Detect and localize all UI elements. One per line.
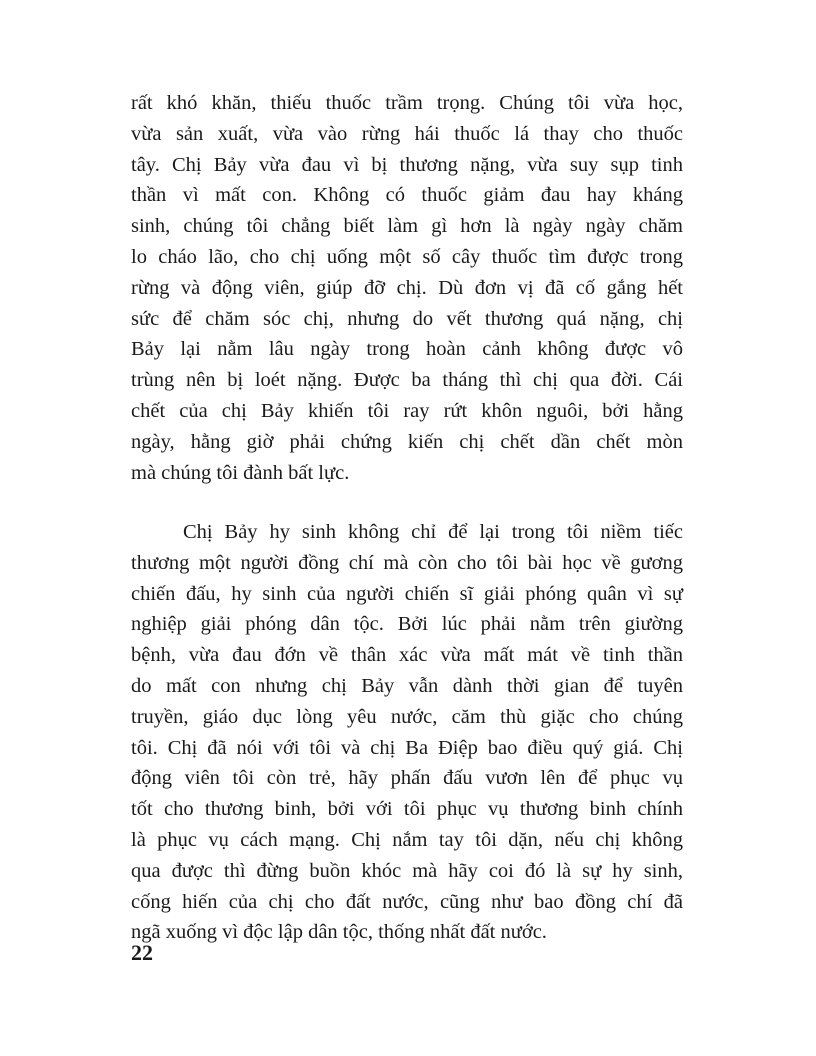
text-line: tôi. Chị đã nói với tôi và chị Ba Điệp bao điều quý giá. Chị [131, 736, 683, 759]
text-line: thần vì mất con. Không có thuốc giảm đau hay kháng [131, 184, 683, 207]
text-line: trùng nên bị loét nặng. Được ba tháng thì chị qua đời. Cái [131, 369, 683, 392]
text-line: lo cháo lão, cho chị uống một số cây thuốc tìm được trong [131, 245, 683, 268]
text-line: chết của chị Bảy khiến tôi ray rứt khôn nguôi, bởi hằng [131, 399, 683, 422]
text-line: rất khó khăn, thiếu thuốc trầm trọng. Chúng tôi vừa học, [131, 92, 683, 114]
paragraph-1 [131, 88, 683, 488]
text-line: là phục vụ cách mạng. Chị nắm tay tôi dặn, nếu chị không [131, 828, 683, 851]
text-line: cống hiến của chị cho đất nước, cũng như bao đồng chí đã [131, 890, 683, 913]
text-line: Chị Bảy hy sinh không chỉ để lại trong tôi niềm tiếc [183, 521, 683, 543]
text-line: ngày, hằng giờ phải chứng kiến chị chết dần chết mòn [131, 430, 683, 453]
text-line: chiến đấu, hy sinh của người chiến sĩ giải phóng quân vì sự [131, 582, 683, 605]
text-line: Bảy lại nằm lâu ngày trong hoàn cảnh không được vô [131, 338, 683, 361]
text-line: bệnh, vừa đau đớn về thân xác vừa mất mát về tinh thần [131, 644, 683, 667]
text-line: ngã xuống vì độc lập dân tộc, thống nhất đất nước. [131, 921, 547, 944]
text-line: thương một người đồng chí mà còn cho tôi bài học về gương [131, 551, 683, 574]
text-line: sức để chăm sóc chị, nhưng do vết thương quá nặng, chị [131, 307, 683, 330]
text-line: tốt cho thương binh, bởi với tôi phục vụ thương binh chính [131, 798, 683, 821]
paragraph-2 [131, 517, 683, 948]
text-line: tây. Chị Bảy vừa đau vì bị thương nặng, vừa suy sụp tinh [131, 153, 683, 176]
text-line: qua được thì đừng buồn khóc mà hãy coi đó là sự hy sinh, [131, 859, 683, 882]
text-line: truyền, giáo dục lòng yêu nước, căm thù giặc cho chúng [131, 705, 683, 728]
text-line: vừa sản xuất, vừa vào rừng hái thuốc lá thay cho thuốc [131, 122, 683, 145]
text-line: sinh, chúng tôi chẳng biết làm gì hơn là ngày ngày chăm [131, 215, 683, 238]
text-line: mà chúng tôi đành bất lực. [131, 461, 350, 484]
page-number: 22 [131, 940, 153, 965]
text-line: do mất con nhưng chị Bảy vẫn dành thời gian để tuyên [131, 674, 683, 697]
text-line: rừng và động viên, giúp đỡ chị. Dù đơn vị đã cố gắng hết [131, 276, 683, 299]
text-line: nghiệp giải phóng dân tộc. Bởi lúc phải nằm trên giường [131, 613, 683, 636]
text-line: động viên tôi còn trẻ, hãy phấn đấu vươn lên để phục vụ [131, 767, 683, 790]
